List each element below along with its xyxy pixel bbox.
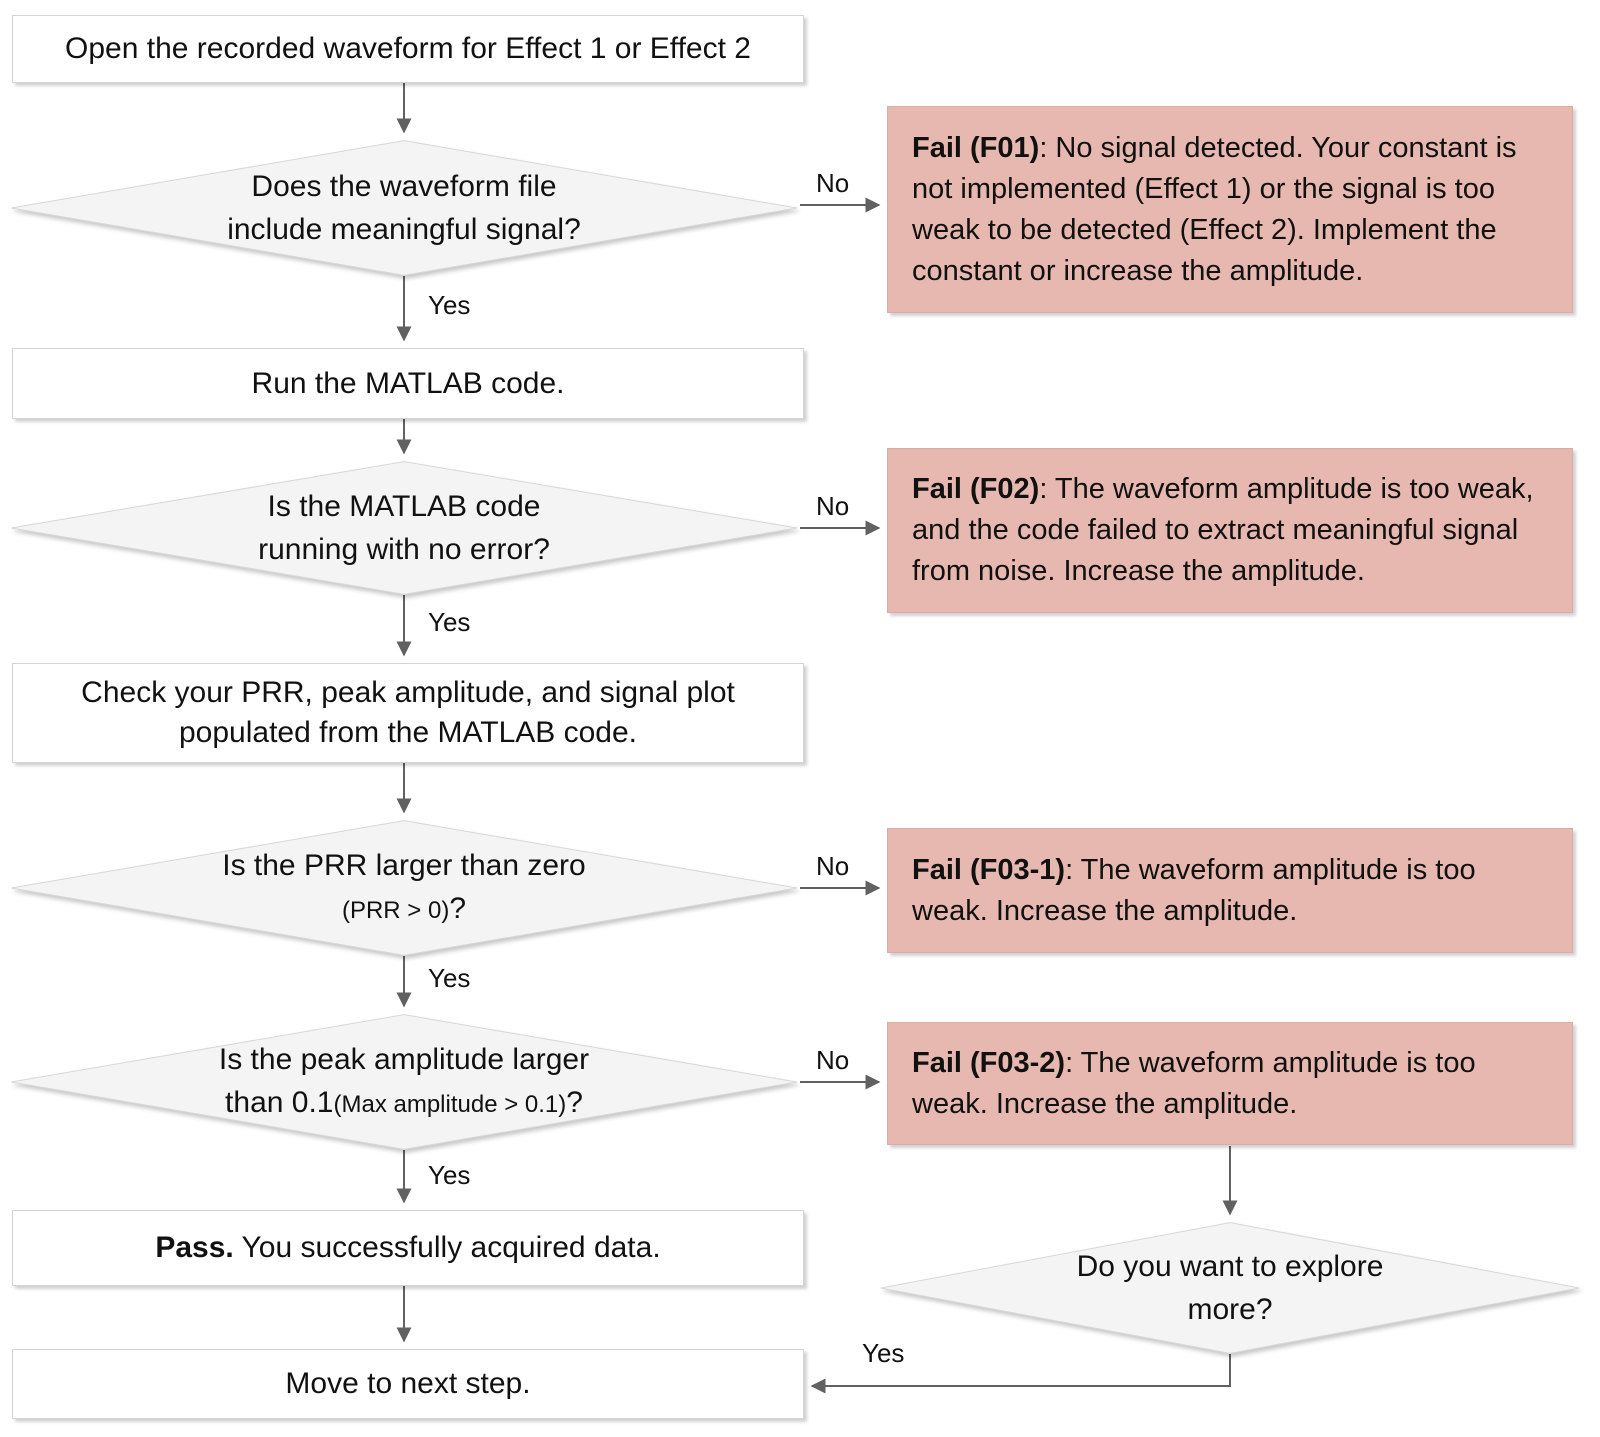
edge-label-no-1: No	[816, 168, 850, 198]
decision-explore-more	[878, 1222, 1582, 1354]
edge-label-yes-4: Yes	[428, 1160, 471, 1190]
decision-matlab-no-error	[8, 461, 800, 595]
fail-f01-message: : No signal detected. Your constant is not implemented (Effect 1) or the signal is too weak to be detected (Effect 2). Implement the constant or increase the amplitude.	[912, 131, 1517, 287]
edge-label-no-4: No	[816, 1045, 850, 1075]
decision-meaningful-signal	[8, 140, 800, 276]
decision-peak-amplitude	[8, 1014, 800, 1150]
decision-prr-positive-condition: (PRR > 0)	[341, 897, 450, 924]
decision-peak-amplitude-line2: than 0.1	[225, 1086, 334, 1119]
decision-prr-positive-line1: Is the PRR larger than zero	[222, 849, 586, 882]
fail-f02-box	[887, 448, 1573, 613]
fail-f03-1-box	[887, 828, 1573, 953]
decision-meaningful-signal-line2: include meaningful signal?	[227, 213, 581, 246]
fail-f03-1-message: : The waveform amplitude is too weak. Increase the amplitude.	[912, 853, 1476, 927]
edge-label-yes-2: Yes	[428, 607, 471, 637]
edge-label-yes-5: Yes	[862, 1338, 905, 1368]
process-check-prr-line1: Check your PRR, peak amplitude, and signal plot	[81, 676, 735, 709]
process-open-waveform	[12, 15, 804, 83]
decision-explore-more-line2: more?	[1187, 1293, 1273, 1326]
decision-peak-amplitude-condition: (Max amplitude > 0.1)	[333, 1091, 567, 1118]
edge-label-yes-1: Yes	[428, 290, 471, 320]
process-pass-rest: You successfully acquired data.	[233, 1231, 661, 1264]
process-move-next-step	[12, 1349, 804, 1419]
fail-f02-code: Fail (F02)	[912, 473, 1040, 505]
decision-peak-amplitude-line1: Is the peak amplitude larger	[218, 1043, 590, 1076]
process-move-next-step-label: Move to next step.	[285, 1367, 531, 1400]
fail-f01-code: Fail (F01)	[912, 131, 1040, 164]
decision-matlab-no-error-line2: running with no error?	[258, 533, 550, 566]
decision-peak-amplitude-qmark: ?	[566, 1086, 583, 1119]
decision-matlab-no-error-line1: Is the MATLAB code	[267, 490, 541, 523]
process-run-matlab-label: Run the MATLAB code.	[251, 366, 565, 400]
process-open-waveform-label: Open the recorded waveform for Effect 1 or Effect 2	[65, 32, 751, 65]
decision-meaningful-signal-line1: Does the waveform file	[251, 170, 557, 203]
fail-f01-box	[887, 106, 1573, 313]
fail-f03-2-box	[887, 1022, 1573, 1145]
decision-prr-positive	[8, 820, 800, 956]
edge-label-no-2: No	[816, 491, 850, 521]
edge-label-no-3: No	[816, 851, 850, 881]
fail-f03-2-code: Fail (F03-2)	[912, 1046, 1066, 1079]
process-run-matlab	[12, 348, 804, 419]
fail-f02-message: : The waveform amplitude is too weak, and the code failed to extract meaningful signal from noise. Increase the amplitude.	[912, 473, 1534, 587]
process-check-prr	[12, 663, 804, 763]
process-pass-bold: Pass.	[155, 1231, 234, 1264]
edge-label-yes-3: Yes	[428, 963, 471, 993]
process-check-prr-line2: populated from the MATLAB code.	[178, 716, 638, 749]
decision-prr-positive-qmark: ?	[449, 892, 467, 925]
decision-explore-more-line1: Do you want to explore	[1076, 1250, 1384, 1283]
process-pass	[12, 1210, 804, 1286]
fail-f03-2-message: : The waveform amplitude is too weak. Increase the amplitude.	[912, 1046, 1476, 1120]
fail-f03-1-code: Fail (F03-1)	[912, 853, 1066, 886]
